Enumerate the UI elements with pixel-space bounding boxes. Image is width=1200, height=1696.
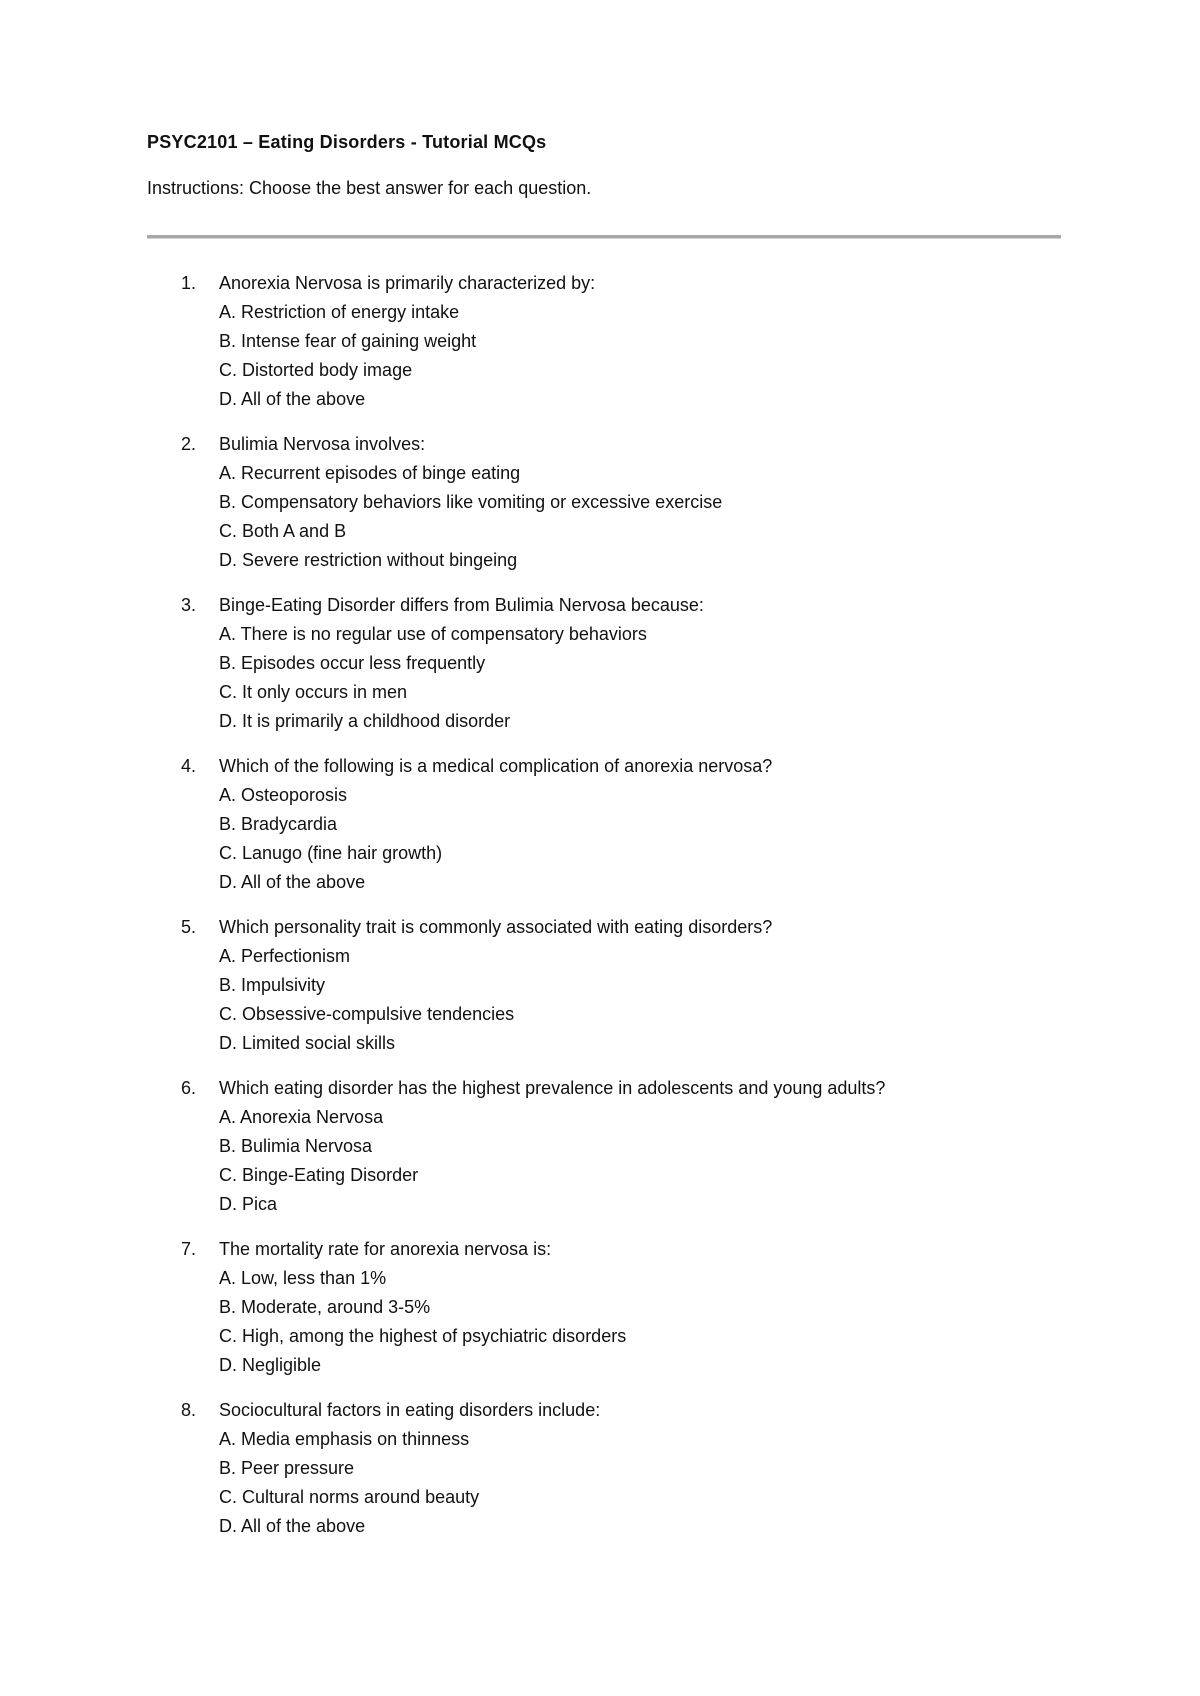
option-d: D. Pica [219, 1194, 278, 1214]
instructions-text: Instructions: Choose the best answer for each question. [147, 178, 592, 198]
option-b: B. Peer pressure [219, 1458, 355, 1478]
option-a: A. Perfectionism [219, 946, 351, 966]
question-text: The mortality rate for anorexia nervosa is: [219, 1239, 552, 1259]
option-c: C. Distorted body image [219, 360, 413, 380]
option-c: C. Obsessive-compulsive tendencies [219, 1004, 515, 1024]
option-d: D. All of the above [219, 872, 366, 892]
option-a: A. Restriction of energy intake [219, 302, 460, 322]
option-c: C. High, among the highest of psychiatric disorders [219, 1326, 627, 1346]
option-d: D. All of the above [219, 1516, 366, 1536]
question-text: Binge-Eating Disorder differs from Bulimia Nervosa because: [219, 595, 704, 615]
question-text: Which eating disorder has the highest prevalence in adolescents and young adults? [219, 1078, 886, 1098]
question-1 [0, 269, 1200, 414]
option-c: C. Both A and B [219, 521, 347, 541]
option-d: D. Limited social skills [219, 1033, 396, 1053]
option-b: B. Bulimia Nervosa [219, 1136, 373, 1156]
question-number: 3. [181, 595, 197, 615]
option-a: A. There is no regular use of compensatory behaviors [219, 624, 647, 644]
option-d: D. Severe restriction without bingeing [219, 550, 518, 570]
option-b: B. Intense fear of gaining weight [219, 331, 477, 351]
option-c: C. It only occurs in men [219, 682, 408, 702]
option-a: A. Anorexia Nervosa [219, 1107, 384, 1127]
question-number: 5. [181, 917, 197, 937]
question-text: Bulimia Nervosa involves: [219, 434, 426, 454]
question-8 [0, 1396, 1200, 1541]
question-5 [0, 913, 1200, 1058]
option-a: A. Osteoporosis [219, 785, 348, 805]
question-text: Anorexia Nervosa is primarily characterized by: [219, 273, 596, 293]
document-title: PSYC2101 – Eating Disorders - Tutorial MCQs [147, 132, 547, 152]
horizontal-divider [147, 235, 1061, 239]
option-b: B. Moderate, around 3-5% [219, 1297, 431, 1317]
option-c: C. Binge-Eating Disorder [219, 1165, 419, 1185]
question-number: 7. [181, 1239, 197, 1259]
question-text: Sociocultural factors in eating disorders include: [219, 1400, 601, 1420]
question-list [0, 269, 1200, 1557]
option-a: A. Low, less than 1% [219, 1268, 387, 1288]
option-b: B. Bradycardia [219, 814, 338, 834]
question-number: 2. [181, 434, 197, 454]
option-d: D. Negligible [219, 1355, 322, 1375]
question-4 [0, 752, 1200, 897]
question-2 [0, 430, 1200, 575]
option-a: A. Media emphasis on thinness [219, 1429, 470, 1449]
option-a: A. Recurrent episodes of binge eating [219, 463, 521, 483]
option-c: C. Cultural norms around beauty [219, 1487, 480, 1507]
option-b: B. Episodes occur less frequently [219, 653, 486, 673]
question-number: 6. [181, 1078, 197, 1098]
question-7 [0, 1235, 1200, 1380]
question-number: 8. [181, 1400, 197, 1420]
question-number: 4. [181, 756, 197, 776]
option-d: D. It is primarily a childhood disorder [219, 711, 511, 731]
option-c: C. Lanugo (fine hair growth) [219, 843, 443, 863]
option-b: B. Impulsivity [219, 975, 326, 995]
question-6 [0, 1074, 1200, 1219]
option-d: D. All of the above [219, 389, 366, 409]
question-text: Which of the following is a medical complication of anorexia nervosa? [219, 756, 773, 776]
question-text: Which personality trait is commonly associated with eating disorders? [219, 917, 773, 937]
option-b: B. Compensatory behaviors like vomiting or excessive exercise [219, 492, 723, 512]
question-3 [0, 591, 1200, 736]
question-number: 1. [181, 273, 197, 293]
